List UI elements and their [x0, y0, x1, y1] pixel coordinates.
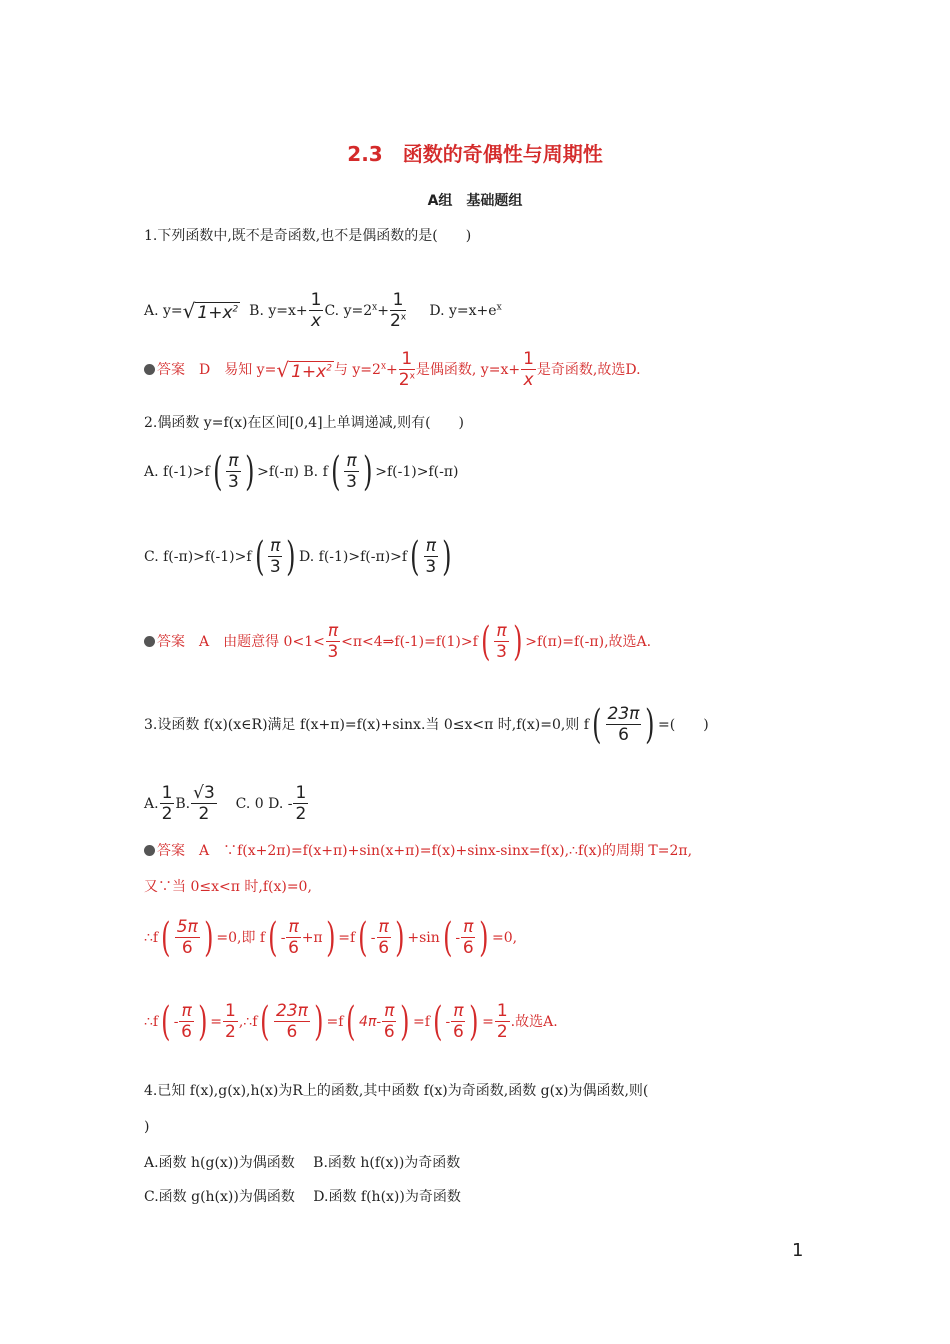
q1-options: A. y=√ $1+x^2$ B. y=x+ $\frac{1}{x}$ C. $y=2^x+$ $\frac{1}{2^x}$ D. $y=x+e^x$	[144, 290, 502, 331]
q4-options-ab: A.函数 h(g(x))为偶函数 B.函数 h(f(x))为奇函数	[144, 1155, 461, 1171]
q3-answer-1: 答案 A ∵f(x+2π)=f(x+π)+sin(x+π)=f(x)+sinx-sinx=f(x),∴f(x)的周期 T=2π,	[144, 844, 692, 858]
q3-answer-3: ∴f( $\frac{5\pi}{6}$ ) =0,即 f( - $\frac{\pi}{6}$ +π) =f( - $\frac{\pi}{6}$ ) +sin( - $\frac{\pi}{6}$ ) =0,	[144, 915, 518, 961]
q1-stem: 1.下列函数中,既不是奇函数,也不是偶函数的是( )	[144, 228, 472, 244]
q3-stem: 3.设函数 f(x)(x∈R)满足 f(x+π)=f(x)+sinx.当 0≤x<π 时,f(x)=0,则 f( $\frac{23\pi}{6}$ ) =( )	[144, 702, 709, 748]
q2-options-cd: C. f(-π)>f(-1)>f( $\frac{\pi}{3}$ ) D. f(-1)>f(-π)>f( $\frac{\pi}{3}$ )	[144, 534, 452, 580]
page-title: 2.3 函数的奇偶性与周期性	[347, 142, 603, 166]
q1-opt-b: B. y=x+	[249, 303, 308, 319]
q1-opt-b-frac: $\frac{1}{x}$	[310, 290, 322, 331]
page-number: 1	[792, 1240, 804, 1261]
answer-badge-icon	[144, 636, 155, 647]
q3-answer-4: ∴f( - $\frac{\pi}{6}$ ) = $\frac{1}{2}$ ,∴f( $\frac{23\pi}{6}$ ) =f( 4π- $\frac{\pi}{6}$ ) =f( - $\frac{\pi}{6}$ ) = $\frac{1}{2}$ .故选A.	[144, 999, 558, 1045]
q4-stem-cont: )	[144, 1119, 150, 1135]
q3-options: A. $\frac{1}{2}$ B. $\frac{√3}{2}$ C. 0 D. - $\frac{1}{2}$	[144, 783, 307, 824]
q1-opt-a-radical: √ $1+x^2$	[182, 298, 239, 323]
q1-opt-d: D. y=x+e	[429, 303, 497, 319]
q4-stem: 4.已知 f(x),g(x),h(x)为R上的函数,其中函数 f(x)为奇函数,函数 g(x)为偶函数,则(	[144, 1083, 649, 1099]
section-subtitle: A组 基础题组	[427, 193, 523, 209]
q1-opt-c: C. y=2	[324, 303, 373, 319]
q2-options-ab: A. f(-1)>f( $\frac{\pi}{3}$ ) >f(-π) B. f( $\frac{\pi}{3}$ ) >f(-1)>f(-π)	[144, 449, 459, 495]
q1-answer: 答案 D 易知 y=√ $1+x^2$ 与 $y=2^x+$ $\frac{1}{2^x}$ 是偶函数, y=x+ $\frac{1}{x}$ 是奇函数,故选D.	[144, 351, 641, 389]
q4-options-cd: C.函数 g(h(x))为偶函数 D.函数 f(h(x))为奇函数	[144, 1189, 461, 1205]
q2-stem: 2.偶函数 y=f(x)在区间[0,4]上单调递减,则有( )	[144, 415, 465, 431]
answer-badge-icon	[144, 364, 155, 375]
answer-badge-icon	[144, 845, 155, 856]
q1-opt-c-frac: $\frac{1}{2^x}$	[389, 290, 407, 331]
q3-answer-2: 又∵当 0≤x<π 时,f(x)=0,	[144, 879, 312, 895]
q1-opt-a: A. y=	[144, 303, 183, 319]
q2-answer: 答案 A 由题意得 0<1< $\frac{\pi}{3}$ <π<4⇒f(-1)=f(1)>f( $\frac{\pi}{3}$ ) >f(π)=f(-π),故选A.	[144, 622, 651, 662]
